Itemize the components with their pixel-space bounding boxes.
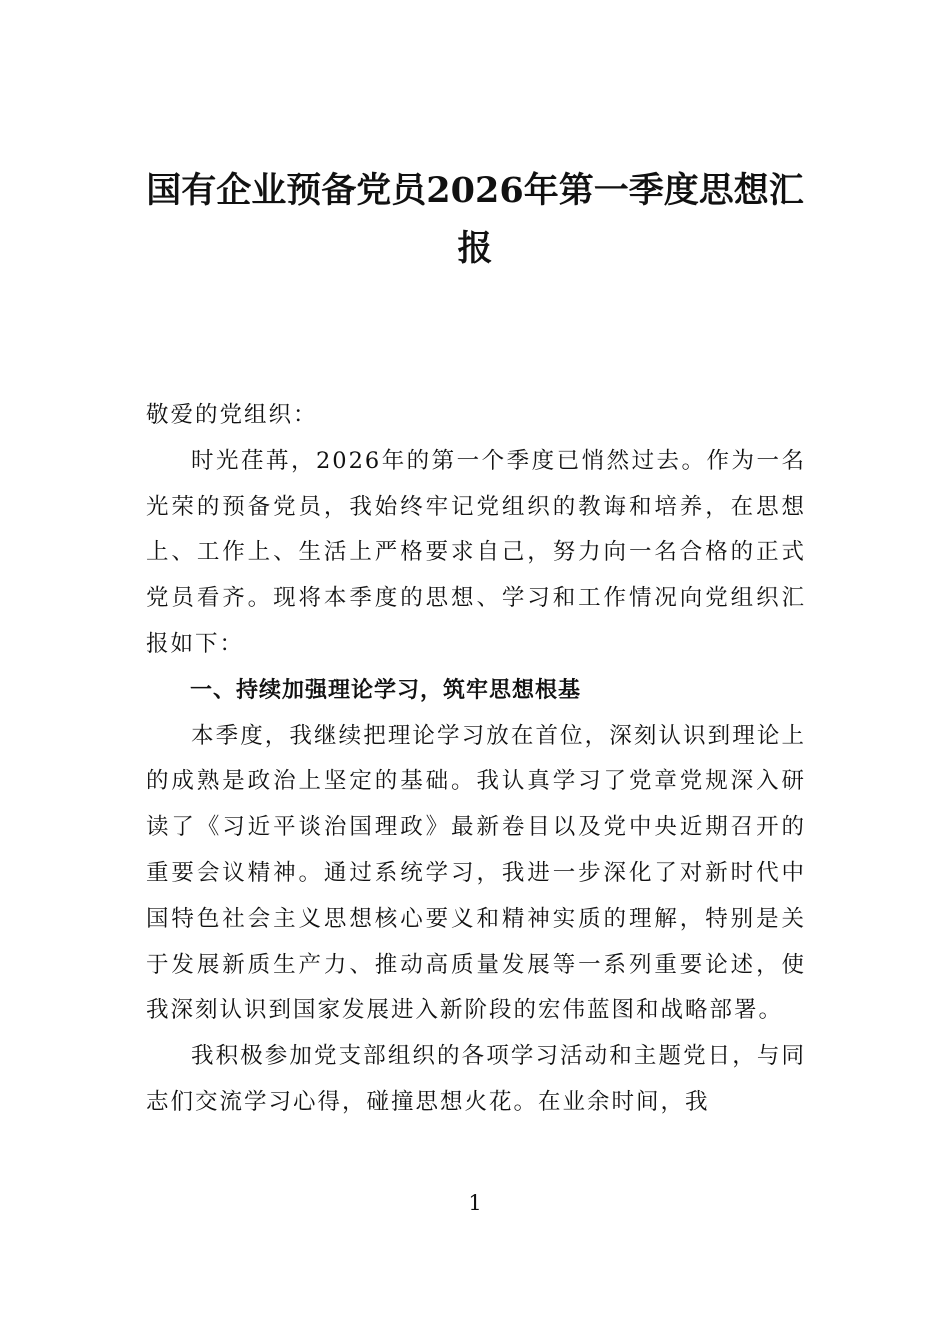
activity-paragraph: 我积极参加党支部组织的各项学习活动和主题党日，与同志们交流学习心得，碰撞思想火花。在业余时间，我 (146, 1043, 806, 1115)
page-number: 1 (468, 1191, 482, 1215)
section-heading: 一、持续加强理论学习，筑牢思想根基 (190, 677, 582, 703)
document-body (146, 393, 806, 1126)
study-paragraph: 本季度，我继续把理论学习放在首位，深刻认识到理论上的成熟是政治上坚定的基础。我认真学习了党章党规深入研读了《习近平谈治国理政》最新卷目以及党中央近期召开的重要会议精神。通过系统学习，我进一步深化了对新时代中国特色社会主义思想核心要义和精神实质的理解，特别是关于发展新质生产力、推动高质量发展等一系列重要论述，使我深刻认识到国家发展进入新阶段的宏伟蓝图和战略部署。 (146, 722, 806, 1024)
page-title (140, 162, 810, 278)
title-line-1: 国有企业预备党员2026年第一季度思想汇 (146, 170, 804, 211)
salutation: 敬爱的党组织： (146, 402, 318, 428)
title-line-2: 报 (457, 228, 493, 269)
intro-paragraph: 时光荏苒，2026年的第一个季度已悄然过去。作为一名光荣的预备党员，我始终牢记党组织的教诲和培养，在思想上、工作上、生活上严格要求自己，努力向一名合格的正式党员看齐。现将本季度的思想、学习和工作情况向党组织汇报如下： (146, 447, 806, 657)
